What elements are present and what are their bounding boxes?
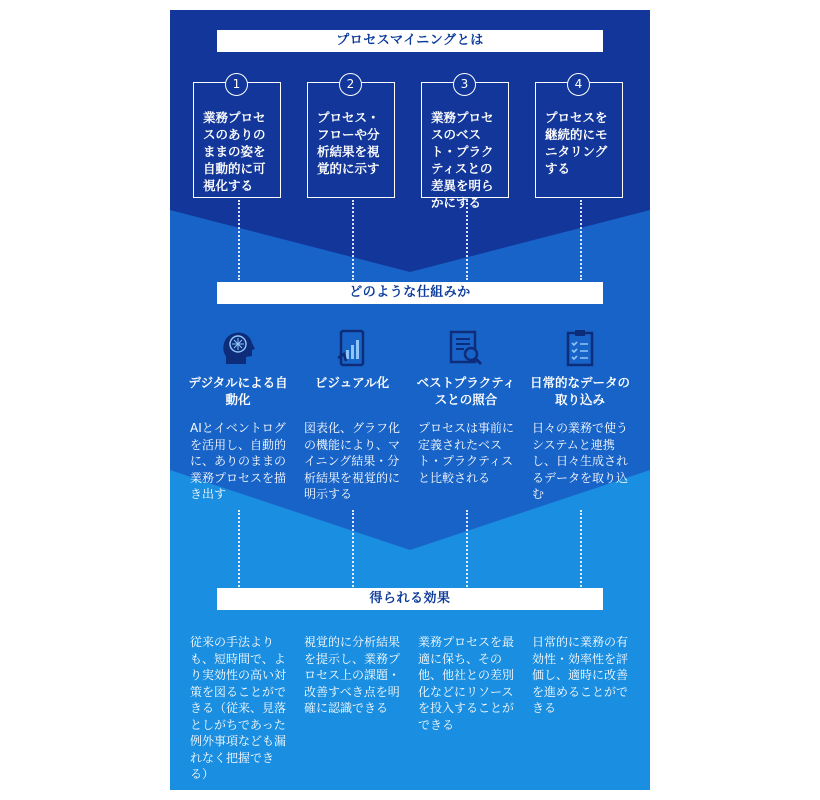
connector-dots [466, 510, 468, 590]
result-text-3: 業務プロセスを最適に保ち、その他、他社との差別化などにリソースを投入することができる [418, 635, 515, 732]
process-mining-infographic [170, 10, 650, 790]
mechanism-desc-2: 図表化、グラフ化の機能により、マイニング結果・分析結果を視覚的に明示する [304, 421, 401, 501]
connector-dots [238, 200, 240, 280]
result-text-1: 従来の手法よりも、短時間で、より実効性の高い対策を図ることができる（従来、見落としがちであった例外事項なども漏れなく把握できる） [190, 635, 287, 781]
definition-box-3 [421, 77, 509, 210]
tablet-chart-icon [332, 328, 372, 368]
step-number-4: 4 [567, 73, 590, 96]
definition-box-2 [307, 77, 395, 198]
connector-dots [352, 200, 354, 280]
mechanism-desc-1: AIとイベントログを活用し、自動的に、ありのままの業務プロセスを描き出す [190, 421, 287, 501]
section-title-definition: プロセスマイニングとは [217, 30, 603, 52]
brain-head-icon [218, 328, 258, 368]
mechanism-desc-3: プロセスは事前に定義されたベスト・プラクティスと比較される [418, 421, 515, 485]
section-title-mechanism: どのような仕組みか [217, 282, 603, 304]
connector-dots [466, 200, 468, 280]
clipboard-checklist-icon [560, 328, 600, 368]
connector-dots [352, 510, 354, 590]
mechanism-desc-4: 日々の業務で使うシステムと連携し、日々生成されるデータを取り込む [532, 421, 629, 501]
definition-text-2: プロセス・フローや分析結果を視覚的に示す [317, 110, 380, 176]
step-number-3: 3 [453, 73, 476, 96]
step-number-1: 1 [225, 73, 248, 96]
document-magnifier-icon [446, 328, 486, 368]
section-title-results: 得られる効果 [217, 588, 603, 610]
result-text-2: 視覚的に分析結果を提示し、業務プロセス上の課題・改善すべき点を明確に認識できる [304, 635, 401, 715]
definition-box-4 [535, 77, 623, 198]
definition-text-3: 業務プロセスのベスト・プラクティスとの差異を明らかにする [431, 110, 494, 210]
mechanism-title-2: ビジュアル化 [314, 375, 390, 390]
connector-dots [238, 510, 240, 590]
mechanism-title-4: 日常的なデータの取り込み [529, 375, 630, 407]
result-text-4: 日常的に業務の有効性・効率性を評価し、適時に改善を進めることができる [532, 635, 629, 715]
definition-box-1 [193, 77, 281, 198]
connector-dots [580, 510, 582, 590]
mechanism-title-3: ベストプラクティスとの照合 [416, 375, 516, 407]
step-number-2: 2 [339, 73, 362, 96]
definition-text-4: プロセスを継続的にモニタリングする [545, 110, 608, 176]
mechanism-title-1: デジタルによる自動化 [188, 375, 288, 407]
connector-dots [580, 200, 582, 280]
definition-text-1: 業務プロセスのありのままの姿を自動的に可視化する [203, 110, 266, 193]
